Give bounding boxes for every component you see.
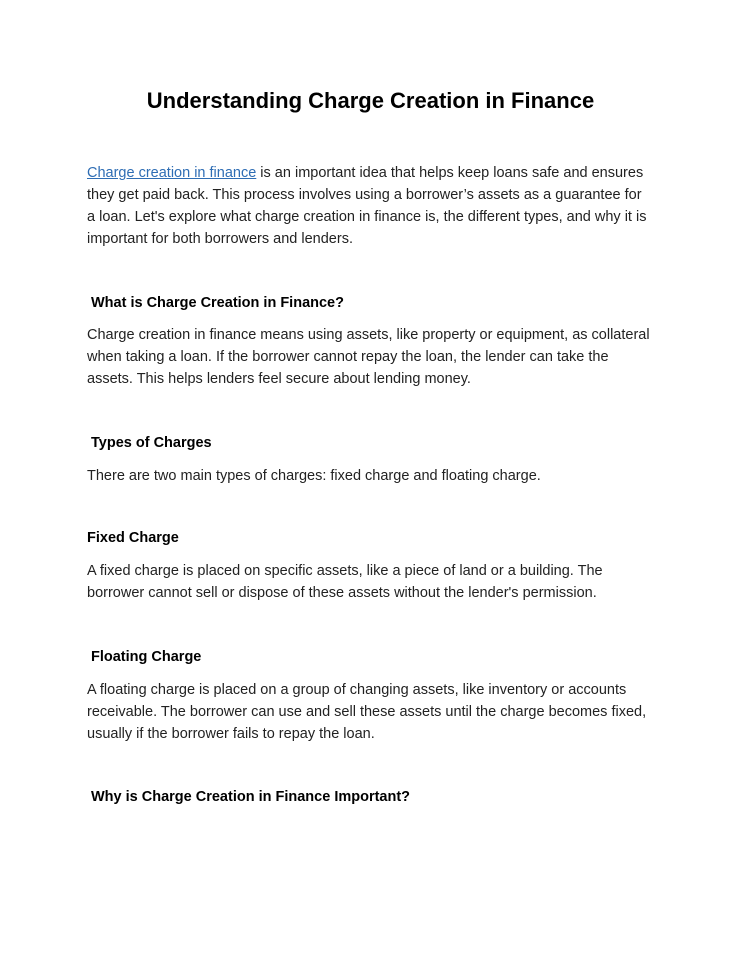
section-heading-types: Types of Charges: [91, 435, 212, 451]
section-body-types: There are two main types of charges: fixed charge and floating charge.: [87, 468, 541, 484]
section-body-fixed-charge: A fixed charge is placed on specific assets, like a piece of land or a building. The borrower cannot sell or dispose of these assets without the lender's permission.: [87, 563, 603, 601]
intro-paragraph: [87, 162, 653, 250]
charge-creation-link[interactable]: Charge creation in finance: [87, 165, 257, 181]
intro-text: is an important idea that helps keep loans safe and ensures they get paid back. This process involves using a borrower’s assets as a guarantee for a loan. Let's explore what charge creation in finance is, the different types, and why it is important for both borrowers and lenders.: [87, 165, 647, 247]
section-heading-fixed-charge: Fixed Charge: [87, 530, 179, 546]
section-heading-floating-charge: Floating Charge: [91, 649, 202, 665]
section-body-floating-charge: A floating charge is placed on a group of changing assets, like inventory or accounts receivable. The borrower can use and sell these assets until the charge becomes fixed, usually if the borrower fails to repay the loan.: [87, 682, 647, 742]
section-heading-importance: Why is Charge Creation in Finance Important?: [91, 789, 411, 805]
section-body-what-is: Charge creation in finance means using assets, like property or equipment, as collateral when taking a loan. If the borrower cannot repay the loan, the lender can take the assets. This helps lenders feel secure about lending money.: [87, 327, 650, 387]
section-heading-what-is: What is Charge Creation in Finance?: [91, 295, 344, 311]
page-title: Understanding Charge Creation in Finance: [146, 88, 595, 113]
